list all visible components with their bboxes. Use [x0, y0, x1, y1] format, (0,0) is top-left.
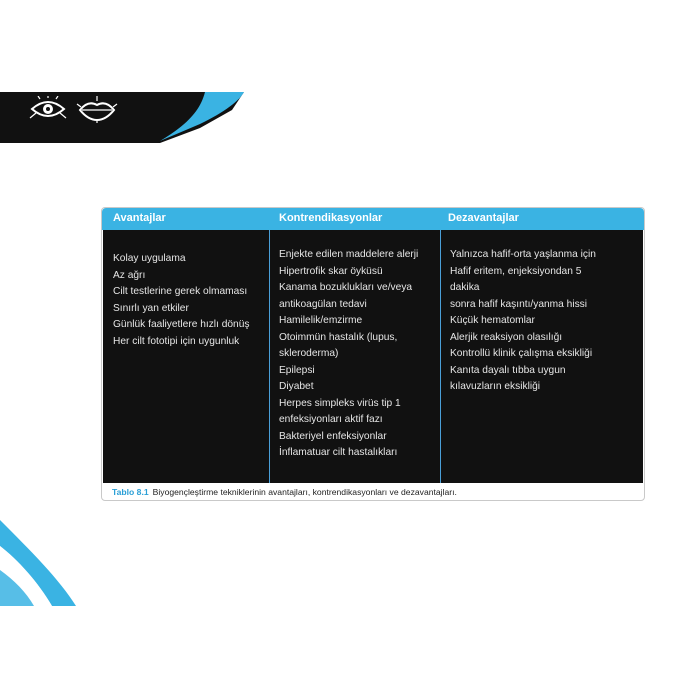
list-item: Bakteriyel enfeksiyonlar: [279, 430, 387, 442]
list-item: Hipertrofik skar öyküsü: [279, 265, 383, 277]
header-kontrendikasyonlar: Kontrendikasyonlar: [279, 212, 383, 224]
list-item: Her cilt fototipi için uygunluk: [113, 335, 240, 347]
list-item: Otoimmün hastalık (lupus,: [279, 331, 398, 343]
list-item: Küçük hematomlar: [450, 315, 535, 326]
list-item: Cilt testlerine gerek olmaması: [113, 286, 248, 297]
caption-label: Tablo 8.1: [112, 487, 149, 497]
list-item: antikoagülan tedavi: [279, 298, 367, 310]
list-item: Kontrollü klinik çalışma eksikliği: [450, 348, 593, 359]
list-item: Alerjik reaksiyon olasılığı: [450, 331, 563, 343]
table-caption: [112, 487, 457, 497]
list-item: Kolay uygulama: [113, 253, 186, 264]
list-item: Az ağrı: [113, 269, 146, 281]
list-item: Herpes simpleks virüs tip 1: [279, 397, 401, 409]
list-item: sonra hafif kaşıntı/yanma hissi: [450, 298, 588, 310]
list-item: Hamilelik/emzirme: [279, 315, 363, 326]
bottom-decorative-band: [0, 510, 110, 615]
caption-text: Biyogençleştirme tekniklerinin avantajları, kontrendikasyonları ve dezavantajları.: [152, 487, 457, 497]
header-dezavantajlar: Dezavantajlar: [448, 212, 519, 224]
column-kontrendikasyonlar: [269, 230, 440, 483]
table-body: [103, 230, 643, 483]
column-avantajlar: [103, 230, 269, 483]
list-item: Diyabet: [279, 381, 314, 392]
list-item: Kanama bozuklukları ve/veya: [279, 282, 413, 293]
list-item: Kanıta dayalı tıbba uygun: [450, 364, 566, 376]
header-avantajlar: Avantajlar: [113, 212, 166, 224]
table-header-row: [102, 208, 644, 230]
list-item: Yalnızca hafif-orta yaşlanma için: [450, 249, 596, 260]
list-item: kılavuzların eksikliği: [450, 381, 541, 392]
list-item: İnflamatuar cilt hastalıkları: [279, 447, 398, 458]
column-dezavantajlar: [440, 230, 643, 483]
list-item: Sınırlı yan etkiler: [113, 302, 189, 314]
list-item: Enjekte edilen maddelere alerji: [279, 249, 419, 260]
list-item: Günlük faaliyetlere hızlı dönüş: [113, 319, 250, 330]
list-item: enfeksiyonları aktif fazı: [279, 414, 383, 425]
list-item: Hafif eritem, enjeksiyondan 5: [450, 265, 582, 277]
comparison-table: [101, 207, 645, 501]
list-item: skleroderma): [279, 348, 339, 359]
top-decorative-band: [0, 0, 700, 160]
list-item: Epilepsi: [279, 364, 315, 376]
list-item: dakika: [450, 282, 480, 293]
